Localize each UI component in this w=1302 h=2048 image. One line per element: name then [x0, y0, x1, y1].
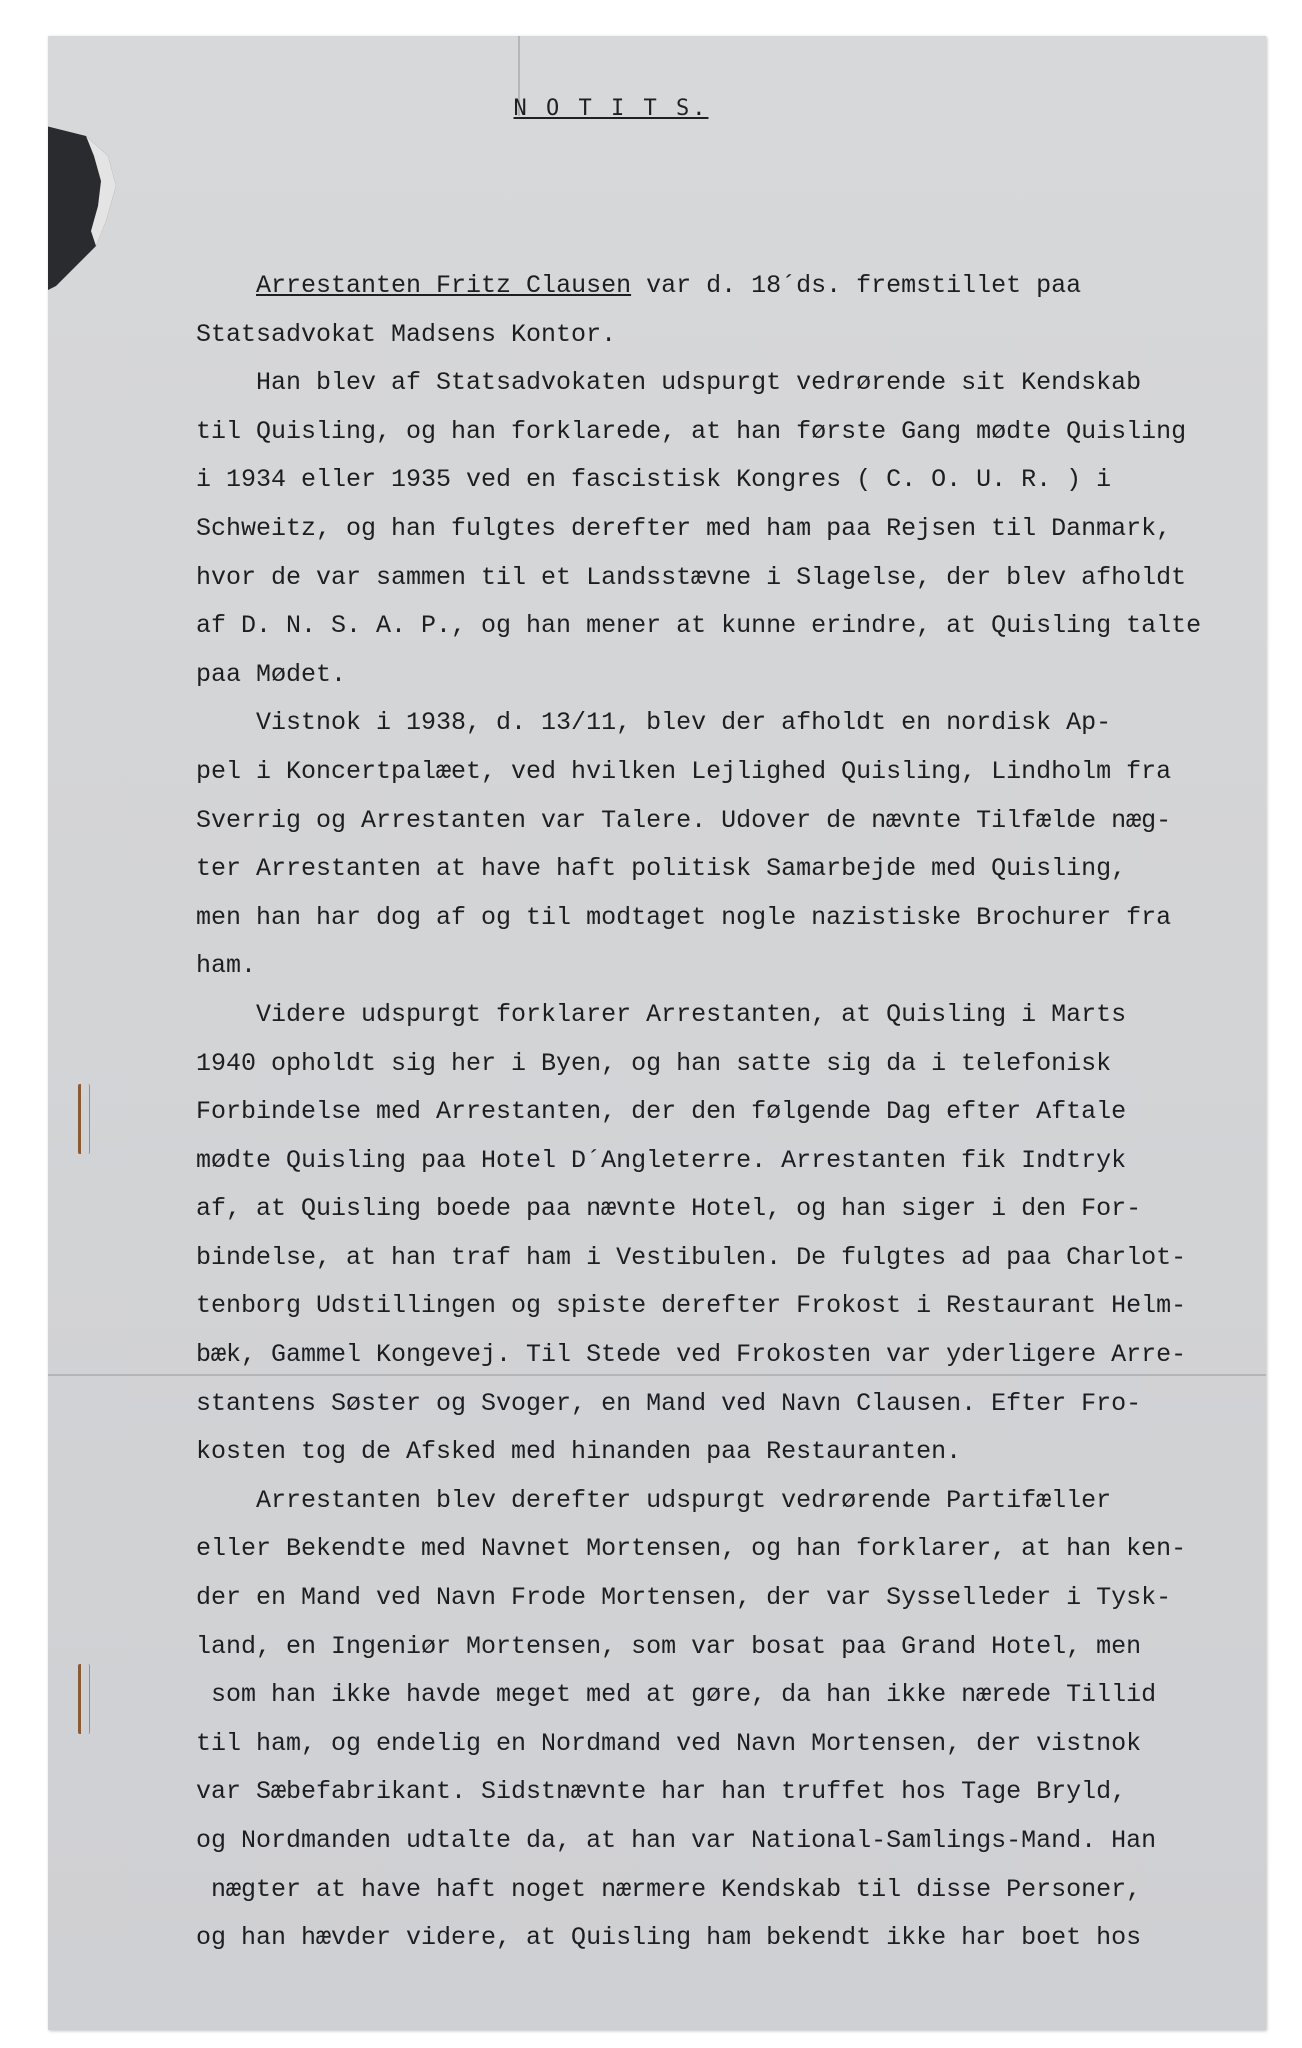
- text-line-35: og han hævder videre, at Quisling ham bekendt ikke har boet hos: [196, 1923, 1142, 1953]
- text-line-33: og Nordmanden udtalte da, at han var National-Samlings-Mand. Han: [196, 1826, 1157, 1855]
- text-line-10: Vistnok i 1938, d. 13/11, blev der afholdt en nordisk Ap-: [196, 708, 1112, 738]
- text-line-8: af D. N. S. A. P., og han mener at kunne erindre, at Quisling talte: [196, 611, 1202, 641]
- text-line-4: til Quisling, og han forklarede, at han første Gang mødte Quisling: [196, 416, 1187, 446]
- text-line-28: der en Mand ved Navn Frode Mortensen, der var Sysselleder i Tysk-: [196, 1583, 1172, 1613]
- text-line-34: nægter at have haft noget nærmere Kendskab til disse Personer,: [196, 1874, 1142, 1904]
- text-line-31: til ham, og endelig en Nordmand ved Navn Mortensen, der vistnok: [196, 1728, 1142, 1758]
- torn-corner: [48, 126, 136, 296]
- text-line-13: ter Arrestanten at have haft politisk Samarbejde med Quisling,: [196, 854, 1127, 884]
- text-line-3: Han blev af Statsadvokaten udspurgt vedrørende sit Kendskab: [196, 368, 1142, 398]
- text-line-26: Arrestanten blev derefter udspurgt vedrørende Partifæller: [196, 1485, 1112, 1515]
- text-line-11: pel i Koncertpalæet, ved hvilken Lejlighed Quisling, Lindholm fra: [196, 756, 1172, 786]
- text-line-22: tenborg Udstillingen og spiste derefter Frokost i Restaurant Helm-: [196, 1291, 1187, 1321]
- text-line-5: i 1934 eller 1935 ved en fascistisk Kongres ( C. O. U. R. ) i: [196, 465, 1112, 495]
- text-line-17: 1940 opholdt sig her i Byen, og han satte sig da i telefonisk: [196, 1048, 1112, 1078]
- text-line-23: bæk, Gammel Kongevej. Til Stede ved Frokosten var yderligere Arre-: [196, 1340, 1187, 1370]
- staple-mark-lower: [78, 1664, 90, 1734]
- text-line-14: men han har dog af og til modtaget nogle nazistiske Brochurer fra: [196, 902, 1172, 932]
- text-line-19: mødte Quisling paa Hotel D´Angleterre. Arrestanten fik Indtryk: [196, 1145, 1127, 1175]
- text-line-1: Arrestanten Fritz Clausen var d. 18´ds. fremstillet paa: [256, 271, 1082, 300]
- text-line-27: eller Bekendte med Navnet Mortensen, og han forklarer, at han ken-: [196, 1534, 1187, 1564]
- text-line-30: som han ikke havde meget med at gøre, da han ikke nærede Tillid: [196, 1680, 1157, 1710]
- text-line-2: Statsadvokat Madsens Kontor.: [196, 319, 617, 349]
- text-line-9: paa Mødet.: [196, 659, 347, 689]
- text-line-24: stantens Søster og Svoger, en Mand ved Navn Clausen. Efter Fro-: [196, 1388, 1142, 1418]
- text-line-25: kosten tog de Afsked med hinanden paa Restauranten.: [196, 1437, 962, 1467]
- text-line-21: bindelse, at han traf ham i Vestibulen. De fulgtes ad paa Charlot-: [196, 1242, 1187, 1272]
- staple-mark-upper: [78, 1084, 90, 1154]
- text-line-29: land, en Ingeniør Mortensen, som var bosat paa Grand Hotel, men: [196, 1631, 1142, 1661]
- text-line-32: var Sæbefabrikant. Sidstnævnte har han truffet hos Tage Bryld,: [196, 1777, 1127, 1807]
- text-line-7: hvor de var sammen til et Landsstævne i Slagelse, der blev afholdt: [196, 562, 1187, 592]
- text-line-15: ham.: [196, 951, 257, 981]
- text-line-12: Sverrig og Arrestanten var Talere. Udover de nævnte Tilfælde næg-: [196, 805, 1172, 835]
- text-line-6: Schweitz, og han fulgtes derefter med ham paa Rejsen til Danmark,: [196, 513, 1172, 543]
- text-line-20: af, at Quisling boede paa nævnte Hotel, og han siger i den For-: [196, 1194, 1142, 1224]
- underlined-name: Arrestanten Fritz Clausen: [256, 271, 632, 300]
- text-line-18: Forbindelse med Arrestanten, der den følgende Dag efter Aftale: [196, 1097, 1127, 1127]
- text-line-16: Videre udspurgt forklarer Arrestanten, at Quisling i Marts: [196, 999, 1127, 1029]
- document-title: N O T I T S.: [513, 96, 709, 121]
- document-body: [196, 262, 1266, 1963]
